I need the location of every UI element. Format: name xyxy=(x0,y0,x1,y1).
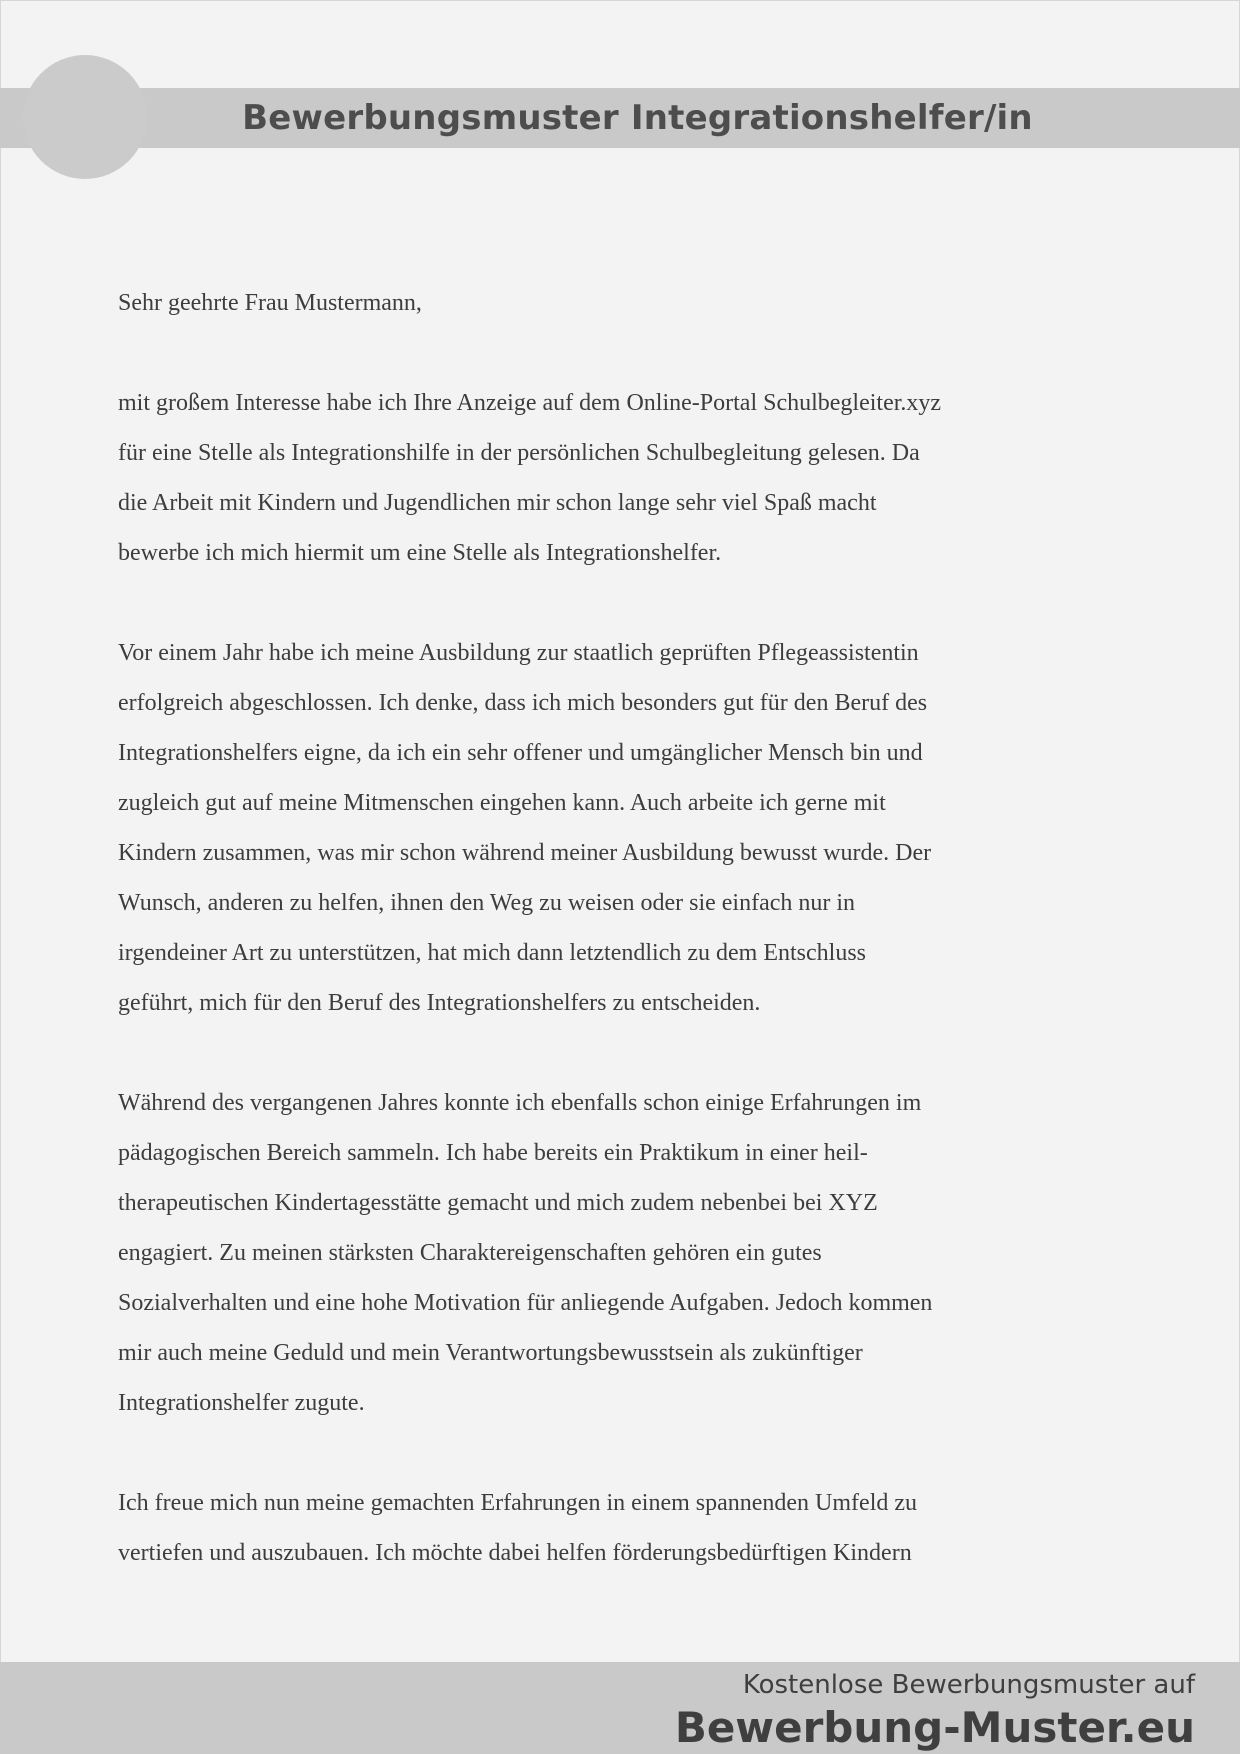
text-line: therapeutischen Kindertagesstätte gemacht und mich zudem nebenbei bei XYZ xyxy=(118,1190,878,1216)
text-line: irgendeiner Art zu unterstützen, hat mich dann letztendlich zu dem Entschluss xyxy=(118,940,867,966)
text-line: bewerbe ich mich hiermit um eine Stelle als Integrationshelfer. xyxy=(118,540,722,566)
text-line: Integrationshelfer zugute. xyxy=(118,1390,365,1416)
text-line: erfolgreich abgeschlossen. Ich denke, dass ich mich besonders gut für den Beruf des xyxy=(118,690,928,716)
header-circle-decoration xyxy=(23,55,147,179)
footer-site-name: Bewerbung-Muster.eu xyxy=(674,1703,1195,1752)
text-line: zugleich gut auf meine Mitmenschen eingehen kann. Auch arbeite ich gerne mit xyxy=(118,790,886,816)
text-line: Sozialverhalten und eine hohe Motivation für anliegende Aufgaben. Jedoch kommen xyxy=(118,1290,933,1316)
text-line: Vor einem Jahr habe ich meine Ausbildung zur staatlich geprüften Pflegeassistentin xyxy=(118,640,919,666)
salutation xyxy=(118,278,1138,328)
text-line: Wunsch, anderen zu helfen, ihnen den Weg zu weisen oder sie einfach nur in xyxy=(118,890,856,916)
text-line: mit großem Interesse habe ich Ihre Anzeige auf dem Online-Portal Schulbegleiter.xyz xyxy=(118,390,942,416)
paragraph-3 xyxy=(118,1078,1138,1428)
text-line: Während des vergangenen Jahres konnte ich ebenfalls schon einige Erfahrungen im xyxy=(118,1090,922,1116)
text-line: geführt, mich für den Beruf des Integrationshelfers zu entscheiden. xyxy=(118,990,761,1016)
text-line: pädagogischen Bereich sammeln. Ich habe bereits ein Praktikum in einer heil- xyxy=(118,1140,868,1166)
paragraph-1 xyxy=(118,378,1138,578)
text-line: mir auch meine Geduld und mein Verantwortungsbewusstsein als zukünftiger xyxy=(118,1340,863,1366)
paragraph-4 xyxy=(118,1478,1138,1578)
text-line: Integrationshelfers eigne, da ich ein sehr offener und umgänglicher Mensch bin und xyxy=(118,740,923,766)
text-line: engagiert. Zu meinen stärksten Charaktereigenschaften gehören ein gutes xyxy=(118,1240,822,1266)
text-line: Ich freue mich nun meine gemachten Erfahrungen in einem spannenden Umfeld zu xyxy=(118,1490,918,1516)
text-line: für eine Stelle als Integrationshilfe in der persönlichen Schulbegleitung gelesen. Da xyxy=(118,440,920,466)
text-line: vertiefen und auszubauen. Ich möchte dabei helfen förderungsbedürftigen Kindern xyxy=(118,1540,912,1566)
letter-body xyxy=(118,278,1138,1628)
text-line: die Arbeit mit Kindern und Jugendlichen mir schon lange sehr viel Spaß macht xyxy=(118,490,877,516)
paragraph-2 xyxy=(118,628,1138,1028)
footer-tagline: Kostenlose Bewerbungsmuster auf xyxy=(742,1670,1195,1700)
text-line: Kindern zusammen, was mir schon während meiner Ausbildung bewusst wurde. Der xyxy=(118,840,932,866)
salutation-line: Sehr geehrte Frau Mustermann, xyxy=(118,290,422,316)
page-title: Bewerbungsmuster Integrationshelfer/in xyxy=(242,98,1033,138)
